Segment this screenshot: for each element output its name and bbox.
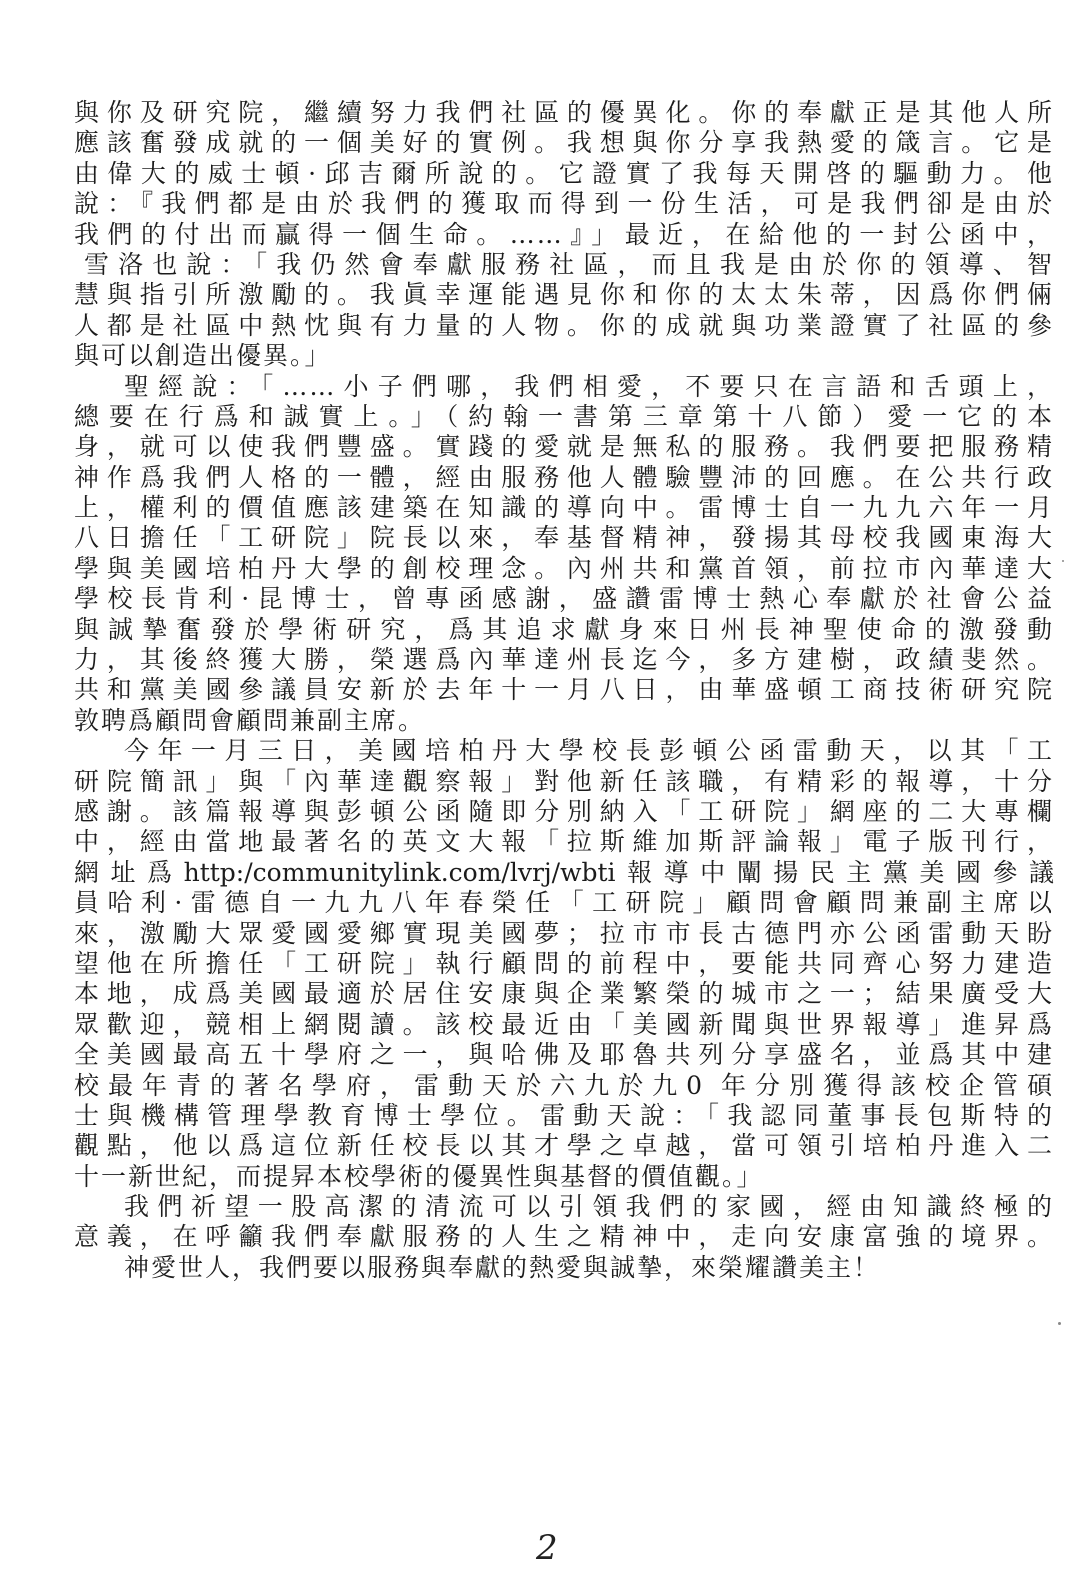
text-line: 研院簡訊」與「內華達觀察報」對他新任該職，有精彩的報導，十分 <box>74 766 1054 796</box>
text-line: 來，激勵大眾愛國愛鄉實現美國夢；拉市市長古德門亦公函雷動天盼 <box>74 918 1054 948</box>
text-line: 學校長肯利·昆博士，曾專函感謝，盛讚雷博士熱心奉獻於社會公益 <box>74 584 1054 614</box>
text-line: 學與美國培柏丹大學的創校理念。內州共和黨首領，前拉市內華達大 <box>74 553 1054 583</box>
text-line: 神作爲我們人格的一體，經由服務他人體驗豐沛的回應。在公共行政 <box>74 462 1054 492</box>
text-line: 本地，成爲美國最適於居住安康與企業繁榮的城市之一；結果廣受大 <box>74 979 1054 1009</box>
page-number: 2 <box>536 1528 558 1568</box>
text-line: 總要在行爲和誠實上。」（約翰一書第三章第十八節）愛一它的本 <box>74 401 1054 431</box>
text-line: 八日擔任「工研院」院長以來，奉基督精神，發揚其母校我國東海大 <box>74 523 1054 553</box>
text-line: 中，經由當地最著名的英文大報「拉斯維加斯評論報」電子版刊行， <box>74 827 1054 857</box>
text-line: 十一新世紀，而提昇本校學術的優異性與基督的價值觀。」 <box>74 1161 764 1191</box>
scan-speck <box>1058 1322 1061 1325</box>
paragraph-start-line: 神愛世人，我們要以服務與奉獻的熱愛與誠摯，來榮耀讚美主！ <box>124 1252 881 1282</box>
text-line: 身，就可以使我們豐盛。實踐的愛就是無私的服務。我們要把服務精 <box>74 432 1054 462</box>
scan-speck <box>1062 560 1064 562</box>
text-line: 眾歡迎，競相上網閱讀。該校最近由「美國新聞與世界報導」進昇爲 <box>74 1009 1054 1039</box>
text-line: 員哈利·雷德自一九九八年春榮任「工研院」顧問會顧問兼副主席以 <box>74 888 1054 918</box>
paragraph-start-line: 聖經說：「……小子們哪，我們相愛，不要只在言語和舌頭上， <box>124 371 1054 401</box>
text-line: 與可以創造出優異。」 <box>74 341 332 371</box>
text-line: 與誠摯奮發於學術研究，爲其追求獻身來日州長神聖使命的激發動 <box>74 614 1054 644</box>
text-line: 上，權利的價值應該建築在知識的導向中。雷博士自一九九六年一月 <box>74 493 1054 523</box>
text-line: 觀點，他以爲這位新任校長以其才學之卓越，當可領引培柏丹進入二 <box>74 1131 1054 1161</box>
text-line: 全美國最高五十學府之一，與哈佛及耶魯共列分享盛名，並爲其中建 <box>74 1040 1054 1070</box>
paragraph-start-line: 今年一月三日，美國培柏丹大學校長彭頓公函雷動天，以其「工 <box>124 736 1054 766</box>
text-line: 士與機構管理學教育博士學位。雷動天說：「我認同董事長包斯特的 <box>74 1100 1054 1130</box>
text-line: 意義，在呼籲我們奉獻服務的人生之精神中，走向安康富強的境界。 <box>74 1222 1054 1252</box>
text-line: 共和黨美國參議員安新於去年十一月八日，由華盛頓工商技術研究院 <box>74 675 1054 705</box>
text-line: 由偉大的威士頓·邱吉爾所說的。它證實了我每天開啓的驅動力。他 <box>74 158 1054 188</box>
text-line: 雪洛也說：「我仍然會奉獻服務社區，而且我是由於你的領導、智 <box>84 249 1054 279</box>
text-line: 與你及研究院，繼續努力我們社區的優異化。你的奉獻正是其他人所 <box>74 98 1054 127</box>
text-line: 應該奮發成就的一個美好的實例。我想與你分享我熱愛的箴言。它是 <box>74 128 1054 158</box>
text-line: 校最年青的著名學府，雷動天於六九於九0 年分別獲得該校企管碩 <box>74 1070 1054 1100</box>
text-line: 網址爲http:/communitylink.com/lvrj/wbti報導中闡揚民主黨美國參議 <box>74 857 1054 887</box>
body-text <box>74 98 1054 1283</box>
text-line: 說：『我們都是由於我們的獲取而得到一份生活，可是我們卻是由於 <box>74 189 1054 219</box>
text-line: 力，其後終獲大勝，榮選爲內華達州長迄今，多方建樹，政績斐然。 <box>74 645 1054 675</box>
text-line: 我們的付出而贏得一個生命。……』」最近，在給他的一封公函中， <box>74 219 1054 249</box>
text-line: 慧與指引所激勵的。我眞幸運能遇見你和你的太太朱蒂，因爲你們倆 <box>74 280 1054 310</box>
text-line: 敦聘爲顧問會顧問兼副主席。 <box>74 705 426 735</box>
text-line: 人都是社區中熱忱與有力量的人物。你的成就與功業證實了社區的參 <box>74 310 1054 340</box>
paragraph-start-line: 我們祈望一股高潔的清流可以引領我們的家國，經由知識終極的 <box>124 1192 1054 1222</box>
text-line: 感謝。該篇報導與彭頓公函隨即分別納入「工研院」網座的二大專欄 <box>74 796 1054 826</box>
text-line: 望他在所擔任「工研院」執行顧問的前程中，要能共同齊心努力建造 <box>74 948 1054 978</box>
